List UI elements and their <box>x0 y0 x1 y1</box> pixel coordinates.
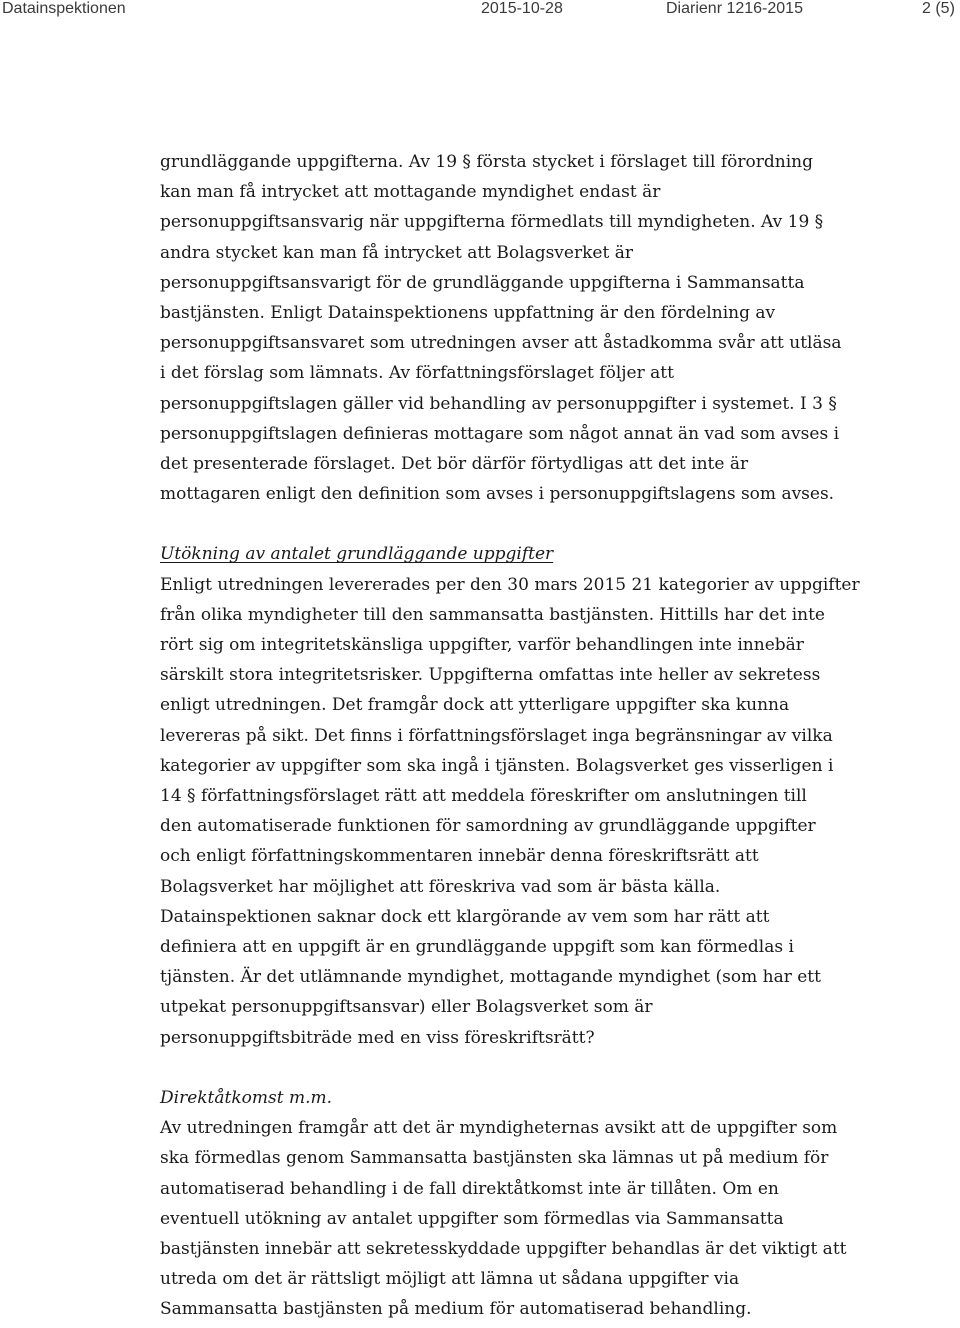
section-heading-direktatkomst: Direktåtkomst m.m. <box>160 1087 333 1108</box>
page-header <box>0 0 960 24</box>
text-line: personuppgiftslagen gäller vid behandling av personuppgifter i systemet. I 3 § <box>160 393 837 414</box>
text-line: rört sig om integritetskänsliga uppgifter, varför behandlingen inte innebär <box>160 635 804 656</box>
text-line: det presenterade förslaget. Det bör därför förtydligas att det inte är <box>160 454 749 475</box>
text-line: utpekat personuppgiftsansvar) eller Bolagsverket som är <box>160 997 653 1018</box>
text-line: bastjänsten innebär att sekretesskyddade uppgifter behandlas är det viktigt att <box>160 1238 847 1259</box>
section-heading-utokning: Utökning av antalet grundläggande uppgifter <box>160 544 554 565</box>
text-line: 14 § författningsförslaget rätt att meddela föreskrifter om anslutningen till <box>160 786 807 807</box>
text-line: mottagaren enligt den definition som avses i personuppgiftslagens som avses. <box>160 484 835 505</box>
text-line: ska förmedlas genom Sammansatta bastjänsten ska lämnas ut på medium för <box>160 1148 829 1169</box>
text-line: Enligt utredningen levererades per den 30 mars 2015 21 kategorier av uppgifter <box>160 574 860 595</box>
text-line: personuppgiftslagen definieras mottagare som något annat än vad som avses i <box>160 423 840 444</box>
header-date: 2015-10-28 <box>481 0 563 17</box>
text-line: enligt utredningen. Det framgår dock att ytterligare uppgifter ska kunna <box>160 695 790 716</box>
paragraph-direktatkomst <box>160 1113 860 1324</box>
text-line: kategorier av uppgifter som ska ingå i tjänsten. Bolagsverket ges visserligen i <box>160 755 834 776</box>
text-line: eventuell utökning av antalet uppgifter som förmedlas via Sammansatta <box>160 1208 784 1229</box>
text-line: definiera att en uppgift är en grundläggande uppgift som kan förmedlas i <box>160 937 794 958</box>
text-line: personuppgiftsbiträde med en viss föreskriftsrätt? <box>160 1027 595 1048</box>
text-line: Av utredningen framgår att det är myndigheternas avsikt att de uppgifter som <box>160 1118 838 1139</box>
text-line: personuppgiftsansvarigt för de grundläggande uppgifterna i Sammansatta <box>160 272 805 293</box>
text-line: Sammansatta bastjänsten på medium för automatiserad behandling. <box>160 1299 752 1320</box>
text-line: kan man få intrycket att mottagande myndighet endast är <box>160 182 661 203</box>
text-line: personuppgiftsansvarig när uppgifterna förmedlats till myndigheten. Av 19 § <box>160 212 824 233</box>
paragraph-personuppgiftsansvar <box>160 147 860 509</box>
text-line: Datainspektionen saknar dock ett klargörande av vem som har rätt att <box>160 906 770 927</box>
text-line: från olika myndigheter till den sammansatta bastjänsten. Hittills har det inte <box>160 604 825 625</box>
header-page-number: 2 (5) <box>922 0 955 17</box>
text-line: andra stycket kan man få intrycket att Bolagsverket är <box>160 242 633 263</box>
text-line: i det förslag som lämnats. Av författningsförslaget följer att <box>160 363 674 384</box>
text-line: grundläggande uppgifterna. Av 19 § första stycket i förslaget till förordning <box>160 152 813 172</box>
header-diarienr: Diarienr 1216-2015 <box>666 0 803 17</box>
text-line: tjänsten. Är det utlämnande myndighet, mottagande myndighet (som har ett <box>160 967 821 988</box>
document-body <box>160 147 860 1325</box>
text-line: automatiserad behandling i de fall direktåtkomst inte är tillåten. Om en <box>160 1178 779 1199</box>
text-line: särskilt stora integritetsrisker. Uppgifterna omfattas inte heller av sekretess <box>160 665 821 686</box>
text-line: den automatiserade funktionen för samordning av grundläggande uppgifter <box>160 816 816 837</box>
text-line: personuppgiftsansvaret som utredningen avser att åstadkomma svår att utläsa <box>160 333 842 354</box>
paragraph-utokning <box>160 570 860 1053</box>
text-line: bastjänsten. Enligt Datainspektionens uppfattning är den fördelning av <box>160 303 776 324</box>
text-line: levereras på sikt. Det finns i författningsförslaget inga begränsningar av vilka <box>160 725 833 746</box>
text-line: utreda om det är rättsligt möjligt att lämna ut sådana uppgifter via <box>160 1269 740 1290</box>
text-line: Bolagsverket har möjlighet att föreskriva vad som är bästa källa. <box>160 876 721 897</box>
section-spacer <box>160 509 860 539</box>
header-organization: Datainspektionen <box>2 0 126 17</box>
text-line: och enligt författningskommentaren innebär denna föreskriftsrätt att <box>160 846 759 867</box>
section-spacer <box>160 1053 860 1083</box>
